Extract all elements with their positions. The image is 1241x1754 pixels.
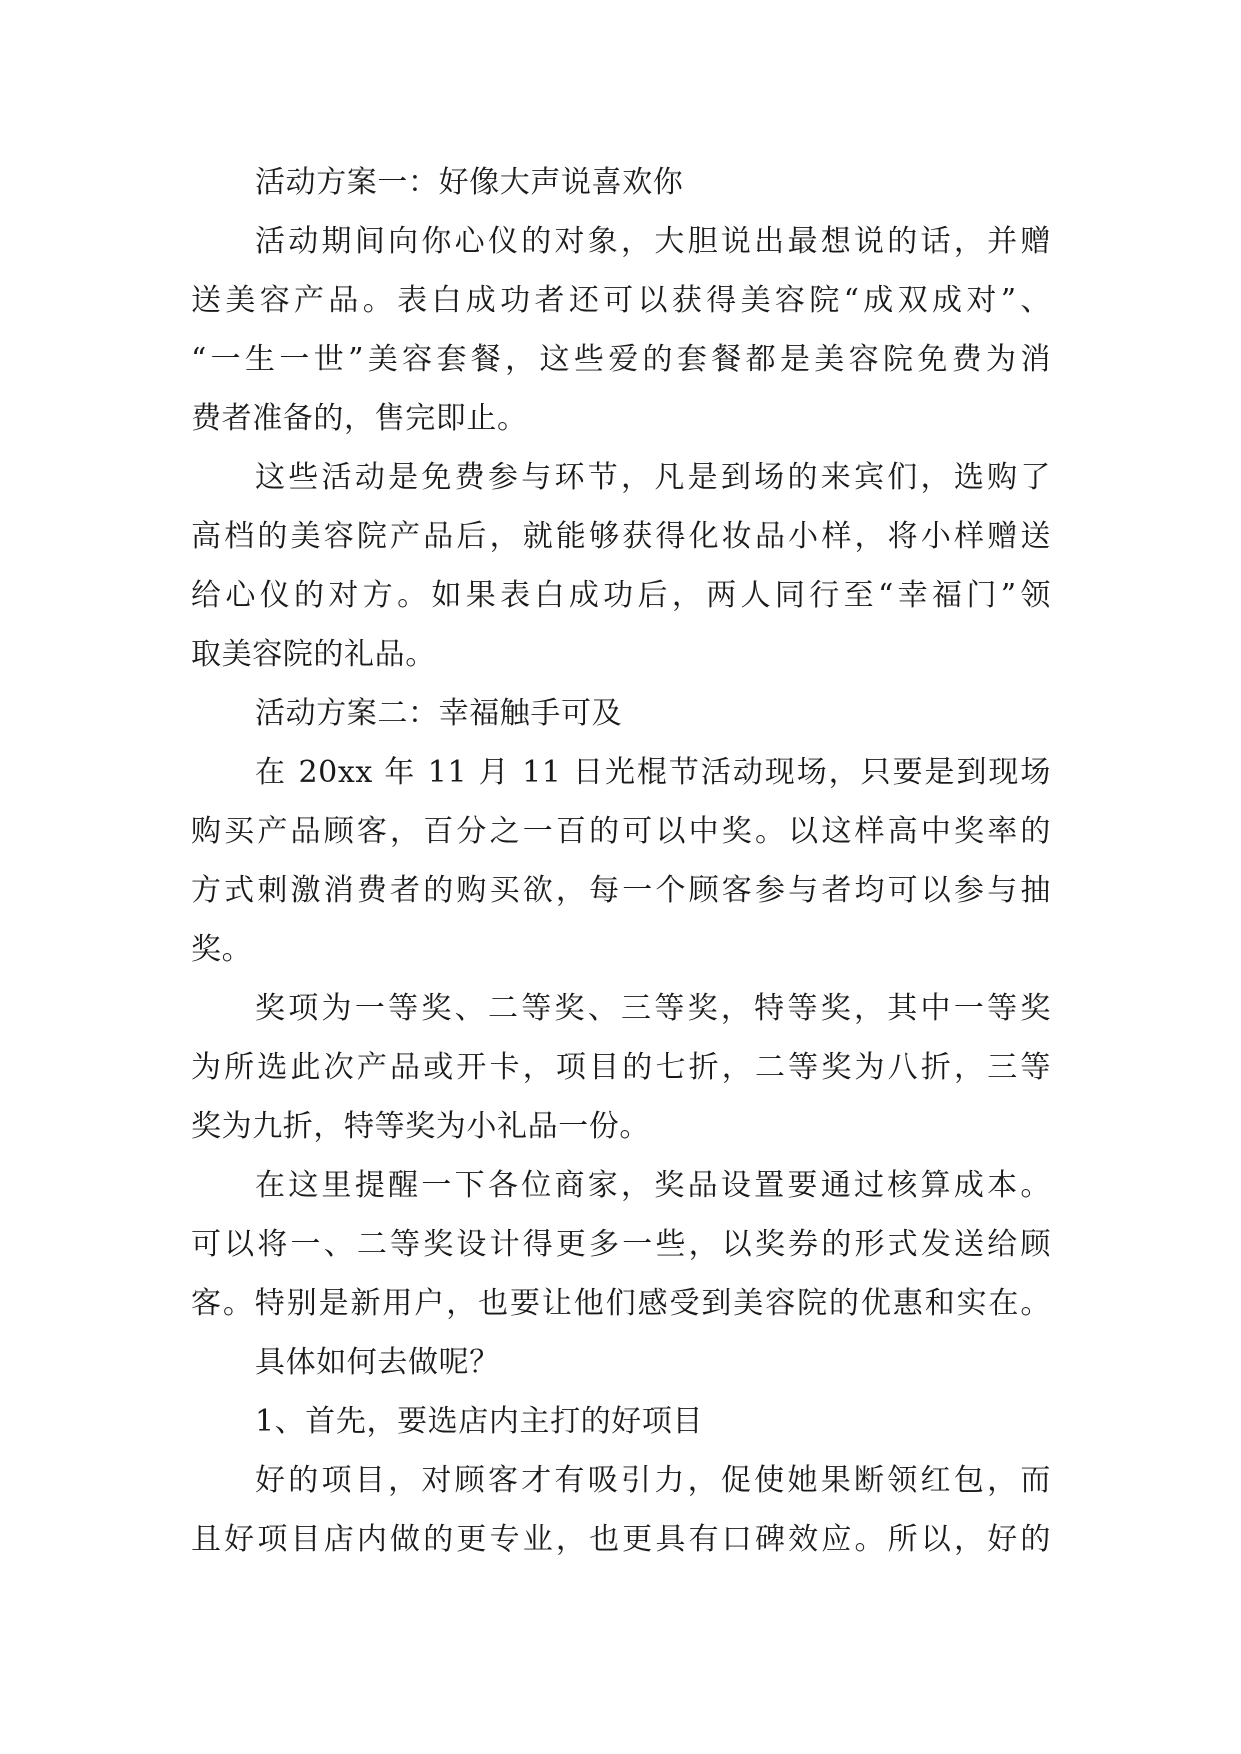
paragraph-line: 这些活动是免费参与环节，凡是到场的来宾们，选购了	[255, 460, 1051, 495]
heading-plan-two: 活动方案二：幸福触手可及	[255, 696, 623, 731]
paragraph-line: 送美容产品。表白成功者还可以获得美容院“成双成对”、	[191, 283, 1051, 318]
paragraph-line: 给心仪的对方。如果表白成功后，两人同行至“幸福门”领	[191, 578, 1051, 613]
paragraph-line: 为所选此次产品或开卡，项目的七折，二等奖为八折，三等	[191, 1050, 1051, 1085]
paragraph-line: 在 20xx 年 11 月 11 日光棍节活动现场，只要是到现场	[255, 755, 1051, 790]
paragraph-line: 高档的美容院产品后，就能够获得化妆品小样，将小样赠送	[191, 519, 1051, 554]
paragraph-line: 在这里提醒一下各位商家，奖品设置要通过核算成本。	[255, 1168, 1051, 1203]
paragraph-line: 购买产品顾客，百分之一百的可以中奖。以这样高中奖率的	[191, 814, 1051, 849]
paragraph-line: 具体如何去做呢？	[255, 1345, 500, 1380]
paragraph-line: 取美容院的礼品。	[191, 637, 436, 672]
paragraph-line: 好的项目，对顾客才有吸引力，促使她果断领红包，而	[255, 1463, 1051, 1498]
paragraph-line: 奖。	[191, 932, 253, 967]
paragraph-line: “一生一世”美容套餐，这些爱的套餐都是美容院免费为消	[191, 342, 1051, 377]
paragraph-line: 且好项目店内做的更专业，也更具有口碑效应。所以，好的	[191, 1522, 1051, 1557]
heading-plan-one: 活动方案一：好像大声说喜欢你	[255, 165, 684, 200]
paragraph-line: 客。特别是新用户，也要让他们感受到美容院的优惠和实在。	[191, 1286, 1051, 1321]
paragraph-line: 方式刺激消费者的购买欲，每一个顾客参与者均可以参与抽	[191, 873, 1051, 908]
paragraph-line: 可以将一、二等奖设计得更多一些，以奖券的形式发送给顾	[191, 1227, 1051, 1262]
paragraph-line: 费者准备的，售完即止。	[191, 401, 528, 436]
paragraph-line: 奖项为一等奖、二等奖、三等奖，特等奖，其中一等奖	[255, 991, 1051, 1026]
paragraph-line: 奖为九折，特等奖为小礼品一份。	[191, 1109, 650, 1144]
numbered-heading: 1、首先，要选店内主打的好项目	[255, 1404, 704, 1439]
paragraph-line: 活动期间向你心仪的对象，大胆说出最想说的话，并赠	[255, 224, 1051, 259]
